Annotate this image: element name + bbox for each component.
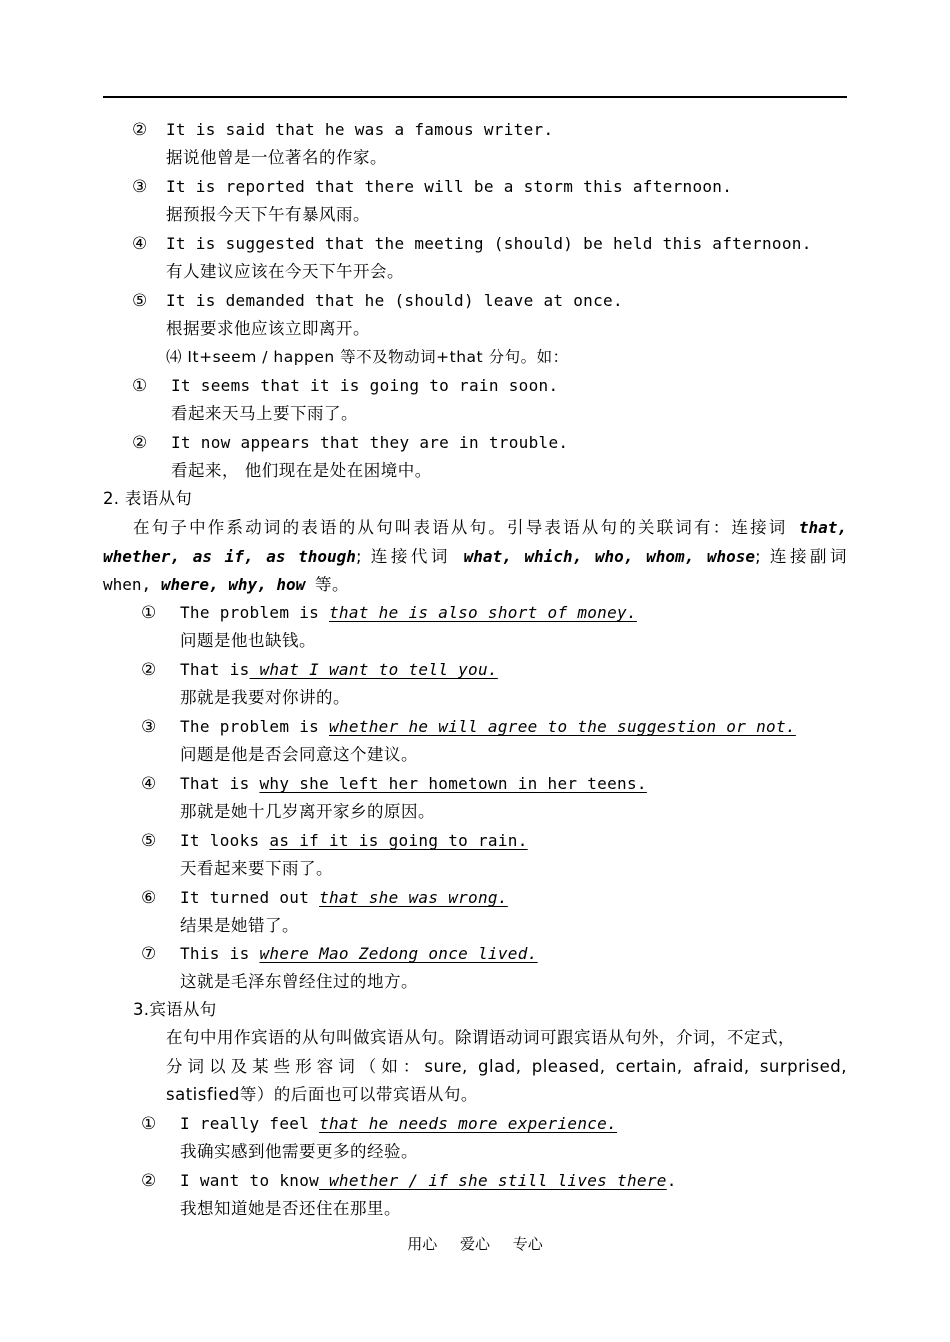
example-translation: 我想知道她是否还住在那里。 — [180, 1199, 401, 1218]
item-number: ④ — [132, 234, 148, 254]
section-heading: 2. 表语从句 — [103, 489, 193, 508]
page-footer: 用心 爱心 专心 — [407, 1235, 543, 1253]
section-heading: 3.宾语从句 — [133, 1000, 217, 1019]
section-intro — [166, 1024, 847, 1110]
example-sentence: It is demanded that he (should) leave at once. — [166, 291, 623, 310]
item-number: ① — [132, 376, 148, 396]
intro-line-2 — [103, 543, 847, 572]
example-translation: 据预报今天下午有暴风雨。 — [166, 205, 370, 224]
subheading: ⑷ It+seem / happen 等不及物动词+that 分句。如： — [166, 348, 569, 366]
object-clause: that he needs more experience. — [319, 1114, 618, 1133]
predicative-clause: whether he will agree to the suggestion or not. — [329, 717, 796, 736]
intro-text: 在句子中作系动词的表语的从句叫表语从句。引导表语从句的关联词有：连接词 — [133, 518, 788, 537]
header-rule — [103, 96, 847, 98]
predicative-clause: where Mao Zedong once lived. — [259, 944, 538, 963]
example-translation: 据说他曾是一位著名的作家。 — [166, 148, 387, 167]
example-sentence — [180, 658, 498, 682]
sentence-main: I really feel — [180, 1114, 320, 1133]
item-number: ⑥ — [141, 888, 157, 908]
item-number: ① — [141, 603, 157, 623]
example-sentence — [180, 942, 538, 966]
sentence-main: It looks — [180, 831, 270, 850]
example-sentence: It is said that he was a famous writer. — [166, 120, 554, 139]
sentence-main: That is — [180, 774, 260, 793]
example-sentence — [180, 715, 796, 739]
connective-pronouns: what, which, who, whom, whose — [463, 546, 756, 566]
connective-word: that, — [798, 518, 848, 537]
example-translation: 天看起来要下雨了。 — [180, 859, 333, 878]
example-sentence — [180, 601, 637, 625]
intro-line-3 — [103, 571, 847, 600]
object-clause: whether / if she still lives there — [319, 1171, 667, 1190]
item-number: ⑦ — [141, 944, 157, 964]
item-number: ③ — [132, 177, 148, 197]
intro-line-2: 分词以及某些形容词（如：sure, glad, pleased, certain, afraid, surprised, — [166, 1056, 847, 1076]
sentence-main: The problem is — [180, 603, 329, 622]
connective-adverbs: where, why, how — [160, 575, 306, 594]
item-number: ④ — [141, 774, 157, 794]
intro-text: ; 连接副词 — [755, 546, 848, 566]
connective-words: whether, as if, as though — [103, 546, 356, 566]
section-intro — [103, 514, 847, 600]
connective-adverb: when, — [103, 575, 152, 594]
predicative-clause: that she was wrong. — [319, 888, 508, 907]
example-sentence: It is reported that there will be a storm this afternoon. — [166, 177, 733, 196]
sentence-end: . — [666, 1171, 677, 1190]
item-number: ⑤ — [141, 831, 157, 851]
example-sentence — [180, 1112, 617, 1136]
example-translation: 看起来天马上要下雨了。 — [171, 404, 358, 423]
example-translation: 那就是她十几岁离开家乡的原因。 — [180, 802, 435, 821]
item-number: ② — [132, 433, 148, 453]
item-number: ① — [141, 1114, 157, 1134]
example-translation: 有人建议应该在今天下午开会。 — [166, 262, 404, 281]
item-number: ② — [132, 120, 148, 140]
example-sentence: It seems that it is going to rain soon. — [171, 376, 559, 395]
example-sentence: It now appears that they are in trouble. — [171, 433, 569, 452]
example-translation: 那就是我要对你讲的。 — [180, 688, 350, 707]
example-sentence — [180, 886, 508, 910]
sentence-main: This is — [180, 944, 260, 963]
example-translation: 问题是他也缺钱。 — [180, 631, 316, 650]
sentence-main: The problem is — [180, 717, 329, 736]
example-translation: 看起来， 他们现在是处在困境中。 — [171, 461, 432, 480]
example-sentence — [180, 829, 528, 853]
predicative-clause: that he is also short of money. — [329, 603, 637, 622]
example-translation: 根据要求他应该立即离开。 — [166, 319, 370, 338]
sentence-main: That is — [180, 660, 250, 679]
example-sentence — [180, 772, 647, 796]
sentence-main: I want to know — [180, 1171, 320, 1190]
example-translation: 我确实感到他需要更多的经验。 — [180, 1142, 418, 1161]
example-sentence — [180, 1169, 677, 1193]
intro-line-3: satisfied等）的后面也可以带宾语从句。 — [166, 1085, 478, 1104]
example-translation: 结果是她错了。 — [180, 916, 299, 935]
item-number: ③ — [141, 717, 157, 737]
intro-line-1: 在句中用作宾语的从句叫做宾语从句。除谓语动词可跟宾语从句外，介词，不定式， — [166, 1028, 795, 1047]
item-number: ② — [141, 1171, 157, 1191]
predicative-clause: why she left her hometown in her teens. — [259, 774, 647, 793]
intro-text: 等。 — [314, 575, 349, 594]
item-number: ⑤ — [132, 291, 148, 311]
item-number: ② — [141, 660, 157, 680]
example-translation: 问题是他是否会同意这个建议。 — [180, 745, 418, 764]
predicative-clause: what I want to tell you. — [249, 660, 498, 679]
intro-line-1 — [103, 514, 847, 543]
predicative-clause: as if it is going to rain. — [269, 831, 528, 850]
sentence-main: It turned out — [180, 888, 320, 907]
intro-text: ; 连接代词 — [355, 546, 451, 566]
example-translation: 这就是毛泽东曾经住过的地方。 — [180, 972, 418, 991]
example-sentence: It is suggested that the meeting (should) be held this afternoon. — [166, 234, 812, 253]
